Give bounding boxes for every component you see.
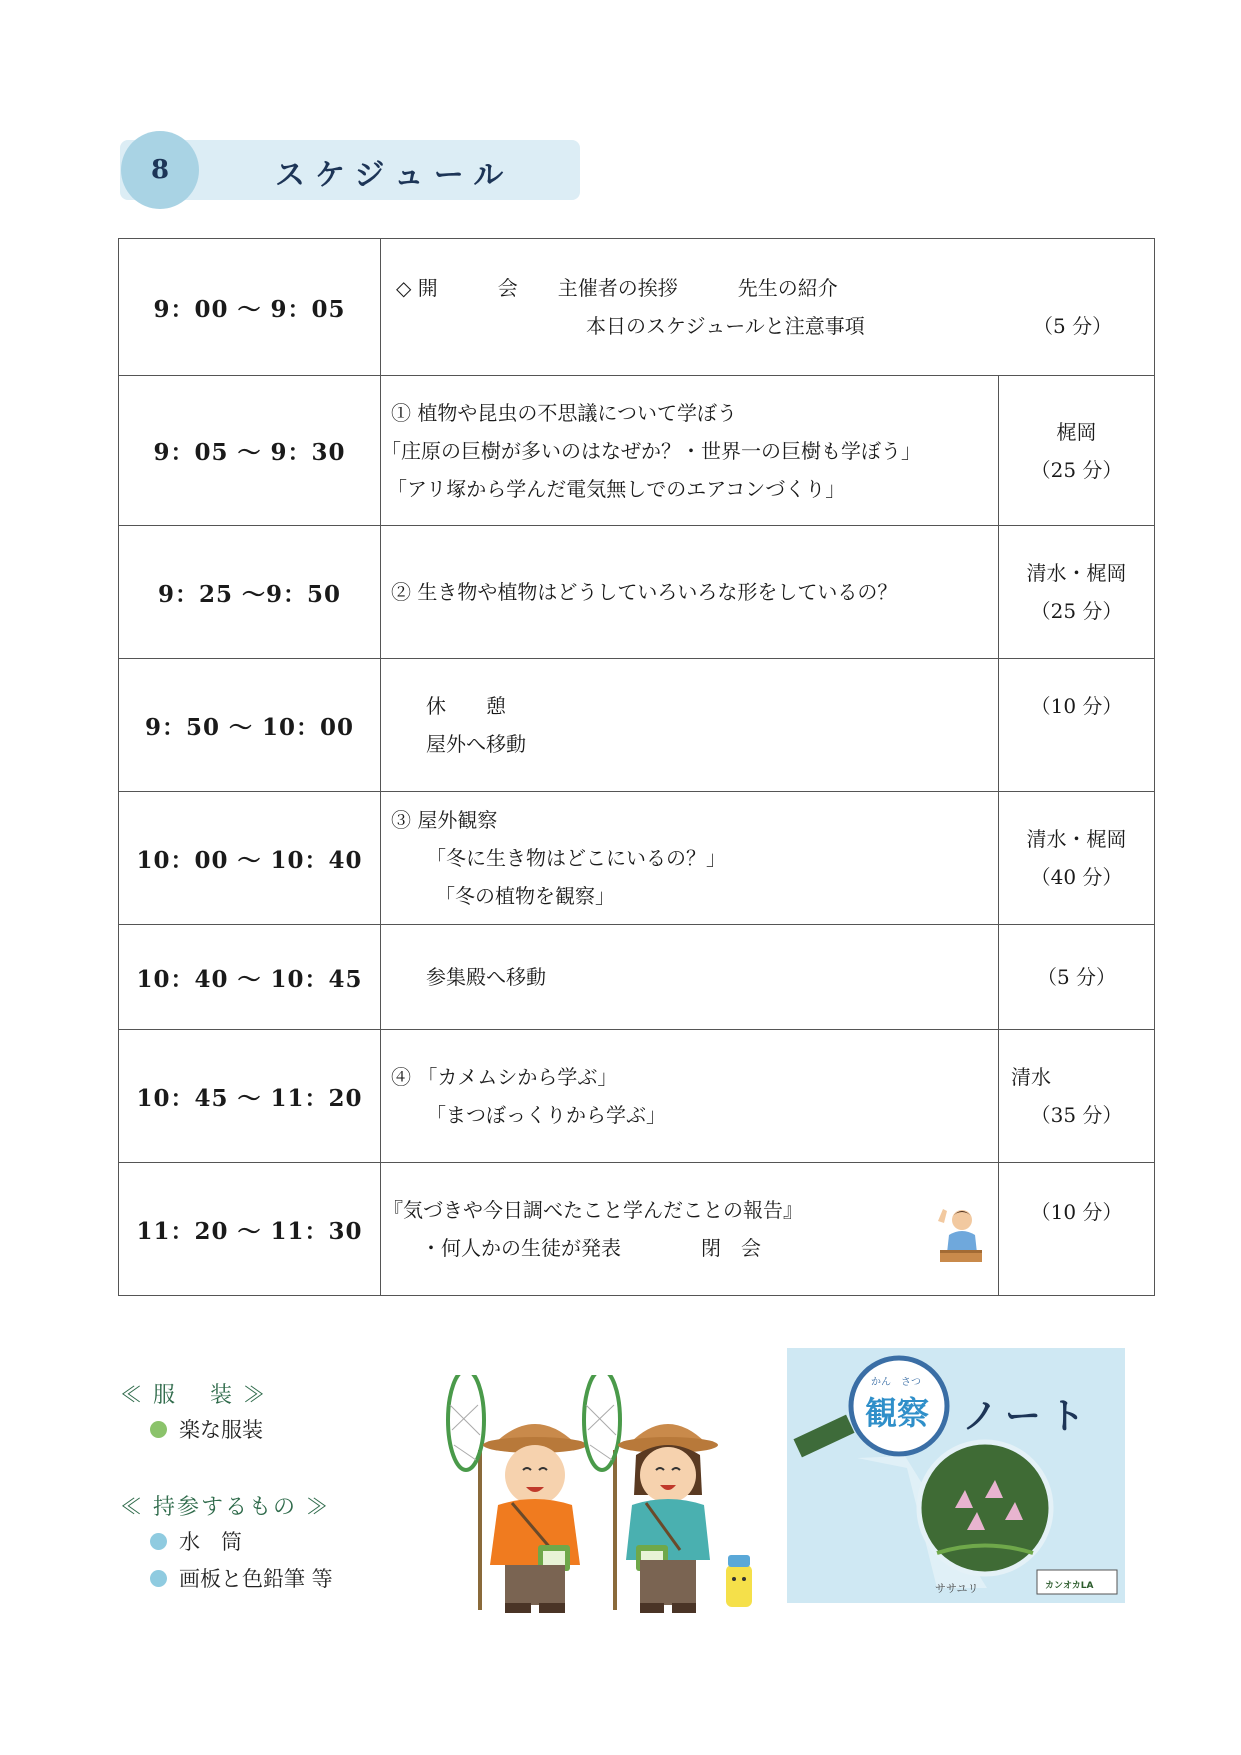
note-cell <box>999 925 1155 1030</box>
bullet-icon <box>150 1570 167 1587</box>
section-number: 8 <box>121 131 199 209</box>
content-line: ③ 屋外観察 <box>391 808 498 832</box>
content-line: ◇ 開 会 主催者の挨拶 先生の紹介 <box>396 276 838 300</box>
table-row <box>119 376 1155 526</box>
presenter-illustration <box>935 1203 985 1265</box>
time-cell: 9：50 ～ 10：00 <box>119 659 381 792</box>
time-cell: 10：40 ～ 10：45 <box>119 925 381 1030</box>
clothing-item-label: 楽な服装 <box>179 1418 263 1442</box>
bullet-icon <box>150 1533 167 1550</box>
bullet-icon <box>150 1421 167 1438</box>
observation-note-card <box>787 1348 1125 1603</box>
content-line: 「まつぼっくりから学ぶ」 <box>426 1103 666 1127</box>
note-cell <box>999 792 1155 925</box>
schedule-table <box>118 238 1155 1296</box>
clothing-heading: ≪ 服 装 ≫ <box>120 1383 267 1408</box>
note-cell <box>999 659 1155 792</box>
note-card-graphic <box>787 1348 1125 1603</box>
title-ruby: かん さつ <box>871 1377 921 1388</box>
note-line: （40 分） <box>1030 865 1123 889</box>
content-line: ① 植物や昆虫の不思議について学ぼう <box>391 400 737 425</box>
content-line: 「庄原の巨樹が多いのはなぜか？・世界一の巨樹も学ぼう」 <box>381 438 921 463</box>
belongings-item-label: 水 筒 <box>179 1530 242 1554</box>
content-line-text: 本日のスケジュールと注意事項 <box>586 314 865 338</box>
content-line: 『気づきや今日調べたこと学んだことの報告』 <box>383 1198 803 1222</box>
table-row <box>119 1163 1155 1296</box>
duration-note: （5 分） <box>1033 314 1113 338</box>
table-row <box>119 659 1155 792</box>
note-card-title-kana: ノート <box>962 1396 1093 1437</box>
table-row <box>119 792 1155 925</box>
note-line: （10 分） <box>1030 694 1123 718</box>
publisher-badge: カンオカLA <box>1045 1581 1094 1591</box>
note-line: 清水・梶岡 <box>1026 827 1127 851</box>
content-cell <box>381 239 1155 376</box>
note-cell <box>999 1163 1155 1296</box>
belongings-item <box>150 1563 333 1593</box>
content-line: 休 憩 <box>426 694 506 718</box>
note-cell <box>999 376 1155 526</box>
note-line: （10 分） <box>1030 1200 1123 1224</box>
belongings-item-label: 画板と色鉛筆 等 <box>179 1567 333 1591</box>
note-line: 梶岡 <box>1056 419 1097 444</box>
time-cell: 9：00 ～ 9：05 <box>119 239 381 376</box>
content-line: 参集殿へ移動 <box>426 965 546 989</box>
content-line: 「アリ塚から学んだ電気無しでのエアコンづくり」 <box>387 476 846 501</box>
section-title: スケジュール <box>275 158 514 193</box>
content-cell <box>381 925 999 1030</box>
photo-caption: ササユリ <box>935 1582 979 1595</box>
content-cell <box>381 376 999 526</box>
note-cell <box>999 526 1155 659</box>
content-line: ④ 「カメムシから学ぶ」 <box>391 1065 618 1089</box>
note-line: （35 分） <box>1030 1103 1123 1127</box>
note-cell <box>999 1030 1155 1163</box>
content-line <box>381 307 1154 345</box>
table-row <box>119 526 1155 659</box>
time-cell: 10：00 ～ 10：40 <box>119 792 381 925</box>
time-cell: 10：45 ～ 11：20 <box>119 1030 381 1163</box>
content-line: 屋外へ移動 <box>426 732 526 756</box>
content-cell <box>381 792 999 925</box>
content-cell <box>381 1030 999 1163</box>
belongings-heading: ≪ 持参するもの ≫ <box>120 1495 330 1520</box>
content-line: 「冬の植物を観察」 <box>435 884 615 908</box>
content-cell <box>381 526 999 659</box>
time-cell: 9：05 ～ 9：30 <box>119 376 381 526</box>
note-line: 清水 <box>1011 1065 1051 1089</box>
time-cell: 9：25 ～9：50 <box>119 526 381 659</box>
content-cell <box>381 659 999 792</box>
content-line: ② 生き物や植物はどうしていろいろな形をしているの？ <box>391 580 898 604</box>
note-line: （25 分） <box>1030 457 1123 482</box>
belongings-item <box>150 1526 242 1556</box>
kids-with-nets-illustration <box>440 1375 770 1615</box>
note-card-title-kanji: 観察 <box>865 1394 930 1432</box>
note-line: （25 分） <box>1030 599 1123 623</box>
content-cell <box>381 1163 999 1296</box>
clothing-item <box>150 1414 263 1444</box>
table-row <box>119 925 1155 1030</box>
content-line: 「冬に生き物はどこにいるの？」 <box>426 846 726 870</box>
table-row <box>119 239 1155 376</box>
content-line: ・何人かの生徒が発表 閉 会 <box>421 1236 761 1260</box>
note-line: （5 分） <box>1036 965 1117 989</box>
table-row <box>119 1030 1155 1163</box>
time-cell: 11：20 ～ 11：30 <box>119 1163 381 1296</box>
note-line: 清水・梶岡 <box>1026 561 1127 585</box>
